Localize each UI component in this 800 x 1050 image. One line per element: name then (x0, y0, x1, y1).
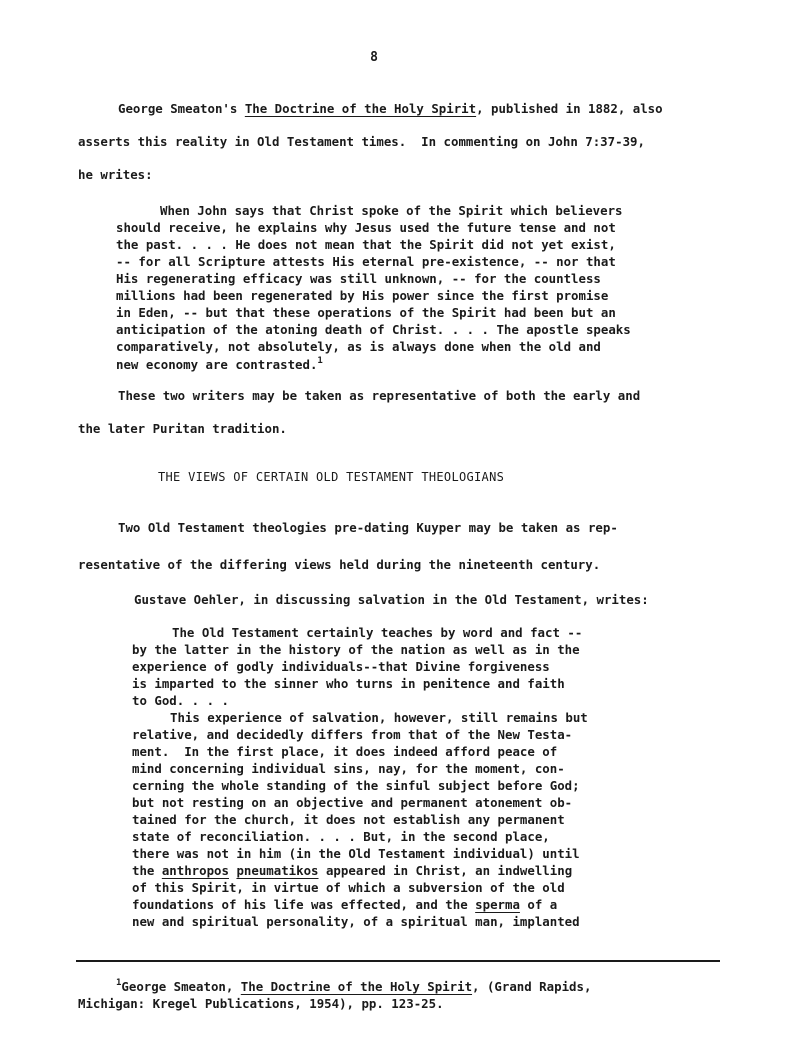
greek-term: pneumatikos (236, 863, 319, 878)
para1-line-2: asserts this reality in Old Testament times. In commenting on John 7:37-39, (78, 134, 645, 149)
quote2-line: but not resting on an objective and permanent atonement ob- (132, 795, 573, 810)
footnote-book-title: The Doctrine of the Holy Spirit (240, 979, 473, 994)
quote1-line: in Eden, -- but that these operations of the Spirit had been but an (116, 305, 616, 320)
quote2-text: appeared in Christ, an indwelling (318, 863, 573, 878)
footnote-text: George Smeaton, (121, 979, 241, 994)
quote2-line: by the latter in the history of the nation as well as in the (132, 642, 580, 657)
quote2-line (132, 897, 557, 912)
footnote-marker: 1 (317, 356, 323, 366)
greek-term: sperma (475, 897, 520, 912)
footnote-rule (76, 960, 720, 962)
footnote-text: , (Grand Rapids, (472, 979, 592, 994)
quote1-line: should receive, he explains why Jesus used the future tense and not (116, 220, 616, 235)
quote1-line: millions had been regenerated by His power since the first promise (116, 288, 609, 303)
quote1-line (116, 356, 323, 372)
quote2-line: tained for the church, it does not establish any permanent (132, 812, 565, 827)
quote2-text: foundations of his life was effected, and the (132, 897, 476, 912)
quote2-line: relative, and decidedly differs from that of the New Testa- (132, 727, 573, 742)
quote2-line: of this Spirit, in virtue of which a subversion of the old (132, 880, 565, 895)
quote2-line (132, 863, 572, 878)
greek-term: anthropos (161, 863, 229, 878)
quote1-line: -- for all Scripture attests His eternal pre-existence, -- nor that (116, 254, 616, 269)
quote2-text: of a (519, 897, 558, 912)
quote2-line: ment. In the first place, it does indeed afford peace of (132, 744, 558, 759)
footnote-number: 1 (116, 978, 122, 988)
quote2-line: new and spiritual personality, of a spiritual man, implanted (132, 914, 580, 929)
quote2-line: state of reconciliation. . . . But, in the second place, (132, 829, 550, 844)
para1-text: George Smeaton's (118, 101, 245, 116)
para2-line-2: the later Puritan tradition. (78, 421, 287, 436)
para1-line-3: he writes: (78, 167, 153, 182)
quote1-line: comparatively, not absolutely, as is always done when the old and (116, 339, 601, 354)
quote2-line: The Old Testament certainly teaches by word and fact -- (172, 625, 583, 640)
quote1-text: new economy are contrasted. (116, 357, 318, 372)
quote1-line: His regenerating efficacy was still unknown, -- for the countless (116, 271, 601, 286)
page-number: 8 (370, 50, 378, 65)
para3-line-2: resentative of the differing views held during the nineteenth century. (78, 557, 601, 572)
para2-line-1: These two writers may be taken as representative of both the early and (118, 388, 641, 403)
quote2-line: This experience of salvation, however, still remains but (170, 710, 588, 725)
quote1-line: the past. . . . He does not mean that the Spirit did not yet exist, (116, 237, 616, 252)
section-heading: THE VIEWS OF CERTAIN OLD TESTAMENT THEOLOGIANS (158, 470, 505, 484)
book-title: The Doctrine of the Holy Spirit (244, 101, 477, 116)
quote2-text: the (132, 863, 162, 878)
quote1-line: anticipation of the atoning death of Christ. . . . The apostle speaks (116, 322, 631, 337)
quote2-line: cerning the whole standing of the sinful subject before God; (132, 778, 580, 793)
footnote-line-1 (116, 978, 591, 994)
para3-line-1: Two Old Testament theologies pre-dating Kuyper may be taken as rep- (118, 520, 618, 535)
para1-line-1 (118, 101, 663, 116)
para1-text: , published in 1882, also (476, 101, 663, 116)
quote2-line: mind concerning individual sins, nay, for the moment, con- (132, 761, 565, 776)
footnote-line-2: Michigan: Kregel Publications, 1954), pp. 123-25. (78, 996, 444, 1011)
quote2-line: to God. . . . (132, 693, 229, 708)
quote2-line: experience of godly individuals--that Divine forgiveness (132, 659, 550, 674)
quote2-line: is imparted to the sinner who turns in penitence and faith (132, 676, 565, 691)
para3-line-3: Gustave Oehler, in discussing salvation in the Old Testament, writes: (134, 592, 649, 607)
quote1-line: When John says that Christ spoke of the Spirit which believers (160, 203, 623, 218)
quote2-line: there was not in him (in the Old Testament individual) until (132, 846, 580, 861)
